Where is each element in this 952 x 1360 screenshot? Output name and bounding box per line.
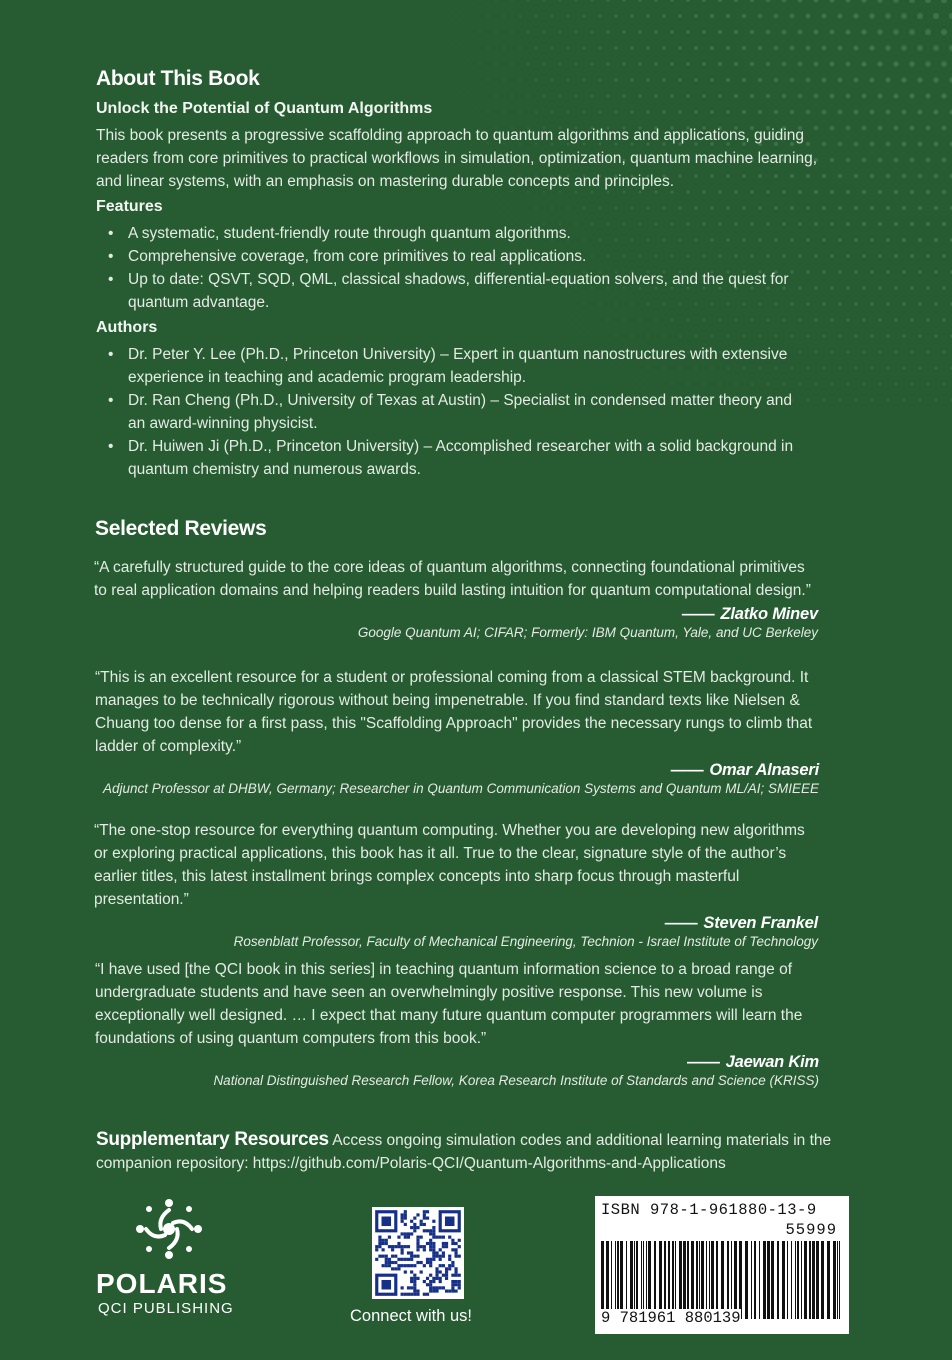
review-affiliation: Google Quantum AI; CIFAR; Formerly: IBM Quantum, Yale, and UC Berkeley [357,625,818,640]
polaris-star-icon [134,1198,204,1260]
review-author: —— Jaewan Kim [687,1053,819,1071]
feature-item: • Up to date: QSVT, SQD, QML, classical shadows, differential-equation solvers, and the quest for quantum advantage. [96,268,816,314]
review-author: —— Zlatko Minev [681,605,818,623]
review-author: —— Steven Frankel [664,914,818,932]
review-affiliation: Adjunct Professor at DHBW, Germany; Researcher in Quantum Communication Systems and Quantum ML/AI; SMIEEE [102,781,819,796]
qr-code[interactable] [372,1207,464,1299]
author-item: • Dr. Huiwen Ji (Ph.D., Princeton University) – Accomplished researcher with a solid background in quantum chemistry and numerous awards. [96,435,796,481]
review-quote: “I have used [the QCI book in this series] in teaching quantum information science to a broad range of undergraduate students and have seen an overwhelmingly positive response. This new volume is exceptionally well designed. … I expect that many future quantum computer programmers will learn the foundations of using quantum computers from this book.” [95,961,803,1047]
author-item: • Dr. Peter Y. Lee (Ph.D., Princeton University) – Expert in quantum nanostructures with extensive experience in teaching and academic program leadership. [96,343,796,389]
review-affiliation: National Distinguished Research Fellow, Korea Research Institute of Standards and Science (KRISS) [213,1073,819,1088]
authors-label: Authors [96,319,158,336]
review-4 [95,958,819,1088]
supplementary-resources [96,1128,836,1175]
features-list [96,222,816,314]
author-item: • Dr. Ran Cheng (Ph.D., University of Texas at Austin) – Specialist in condensed matter theory and an award-winning physicist. [96,389,796,435]
review-affiliation: Rosenblatt Professor, Faculty of Mechanical Engineering, Technion - Israel Institute of Technology [233,934,818,949]
feature-item: • A systematic, student-friendly route through quantum algorithms. [96,222,816,245]
publisher-name: POLARIS [96,1268,228,1299]
review-1 [94,556,818,640]
publisher-subname: QCI PUBLISHING [98,1300,234,1317]
review-2 [95,666,819,796]
review-quote: “This is an excellent resource for a student or professional coming from a classical STEM background. It manages to be technically rigorous without being impenetrable. If you find standard texts like Nielsen & Chuang too dense for a first pass, this "Scaffolding Approach" provides the necessary rungs to climb that ladder of complexity.” [95,669,813,755]
isbn-barcode [595,1196,849,1334]
supplementary-title: Supplementary Resources [96,1129,329,1150]
authors-list [96,343,796,481]
about-subtitle: Unlock the Potential of Quantum Algorithms [96,100,433,117]
reviews-title: Selected Reviews [95,517,267,540]
isbn-number: ISBN 978-1-961880-13-9 [601,1201,817,1219]
about-title: About This Book [96,67,260,90]
price-code: 55999 [785,1221,837,1239]
review-quote: “A carefully structured guide to the core ideas of quantum algorithms, connecting foundational primitives to real application domains and helping readers build lasting intuition for quantum computational design.” [94,559,811,599]
qr-caption: Connect with us! [350,1307,472,1325]
supplementary-text: Access ongoing simulation codes and additional learning materials in the companion repository: https://github.com/Polaris-QCI/Quantum-Algorithms-and-Applications [96,1132,832,1172]
barcode-bars [601,1241,843,1319]
review-3 [94,819,818,949]
about-description: This book presents a progressive scaffolding approach to quantum algorithms and applications, guiding readers from core primitives to practical workflows in simulation, optimization, quantum machine learning, and linear systems, with an emphasis on mastering durable concepts and principles. [96,127,818,190]
review-quote: “The one-stop resource for everything quantum computing. Whether you are developing new algorithms or exploring practical applications, this book has it all. True to the clear, signature style of the author’s earlier titles, this latest installment brings complex concepts into sharp focus through masterful presentation.” [94,822,805,908]
features-label: Features [96,198,163,215]
review-author: —— Omar Alnaseri [670,761,819,779]
feature-item: • Comprehensive coverage, from core primitives to real applications. [96,245,816,268]
publisher-logo [96,1198,246,1323]
barcode-digits: 9 781961 880139 [601,1309,741,1327]
